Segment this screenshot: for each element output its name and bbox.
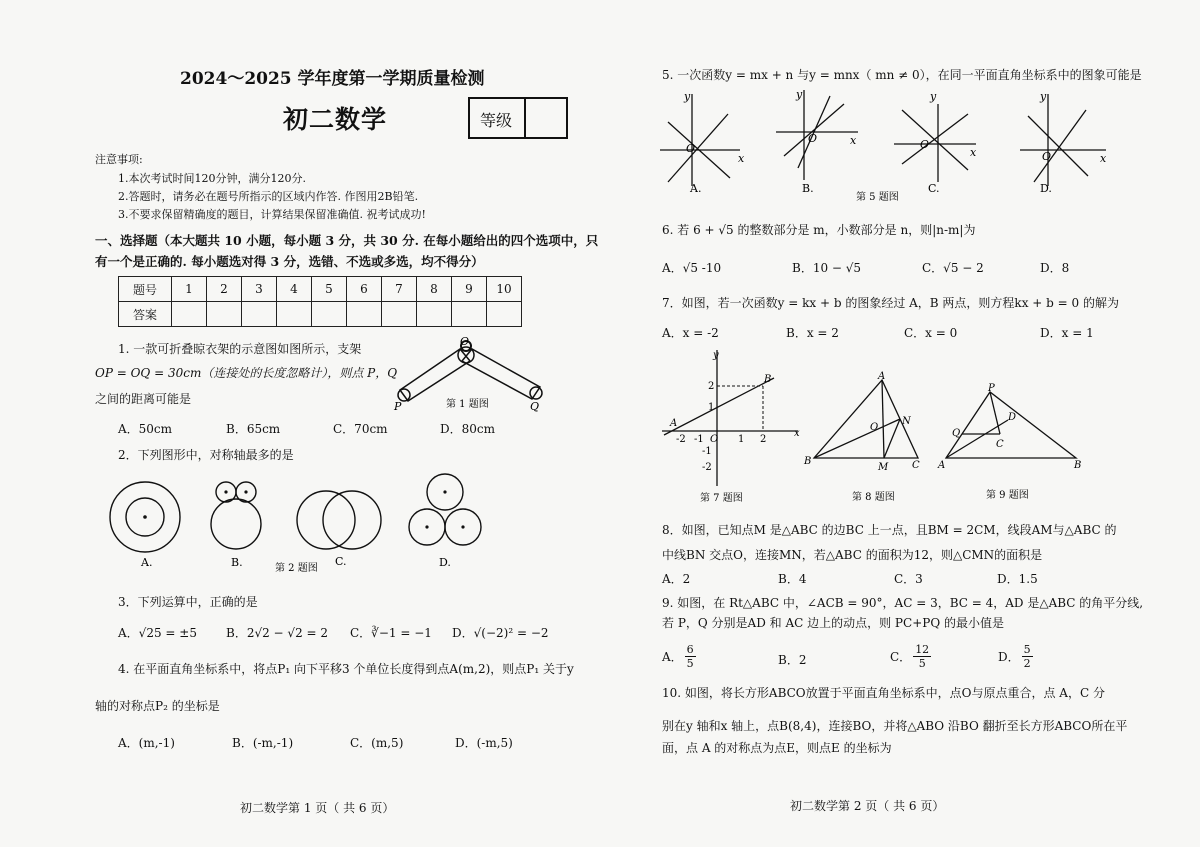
q7-axis-y: y <box>713 350 719 361</box>
note-item: 1.本次考试时间120分钟，满分120分. <box>118 172 306 185</box>
answer-cell[interactable] <box>487 302 522 327</box>
q10-line: 面，点 A 的对称点为点E，则点E 的坐标为 <box>662 741 892 755</box>
note-item: 2.答题时，请务必在题号所指示的区域内作答. 作图用2B铅笔. <box>118 190 419 203</box>
q5-axis-x: x <box>1100 152 1107 165</box>
q7-label-b: B <box>764 374 772 385</box>
q1-figure-clothes-rack <box>390 335 560 415</box>
note-item: 3.不要求保留精确度的题目，计算结果保留准确值. 祝考试成功! <box>118 208 426 221</box>
q1-option-a[interactable]: A．50cm <box>118 422 173 436</box>
q5-axis-y: y <box>796 88 803 101</box>
table-cell: 4 <box>277 277 312 302</box>
q9-numerator: 12 <box>915 643 930 656</box>
q5-origin: O <box>808 132 818 145</box>
q7-tick: -1 <box>702 446 712 457</box>
q5-graph-c <box>894 90 977 195</box>
table-cell: 3 <box>242 277 277 302</box>
q3-option-d[interactable]: D．√(−2)² = −2 <box>452 626 549 640</box>
q1-line: 之间的距离可能是 <box>95 392 192 406</box>
q6-option-c[interactable]: C．√5 − 2 <box>922 261 984 275</box>
q8-figure <box>800 372 940 508</box>
q5-label-b: B. <box>802 182 814 195</box>
q7-tick: 2 <box>708 381 715 392</box>
q5-caption: 第 5 题图 <box>856 192 899 203</box>
answer-cell[interactable] <box>172 302 207 327</box>
q8-option-d[interactable]: D．1.5 <box>997 572 1038 586</box>
q9-label: Q <box>952 428 961 439</box>
q7-option-c[interactable]: C．x = 0 <box>904 326 958 340</box>
q2-label-b: B. <box>231 556 243 569</box>
answer-cell[interactable] <box>347 302 382 327</box>
table-cell: 8 <box>417 277 452 302</box>
q7-tick: -1 <box>694 434 704 445</box>
table-cell: 10 <box>487 277 522 302</box>
q9-line: 9. 如图，在 Rt△ABC 中，∠ACB = 90°，AC = 3，BC = 4，AD 是△ABC 的角平分线, <box>662 596 1144 610</box>
q4-option-b[interactable]: B．(-m,-1) <box>232 736 294 750</box>
q7-caption: 第 7 题图 <box>700 493 743 504</box>
page-footer: 初二数学第 1 页（ 共 6 页） <box>240 801 395 815</box>
q1-label-q: Q <box>530 400 540 413</box>
q9-option-label: D． <box>998 650 1020 664</box>
q8-option-a[interactable]: A．2 <box>662 572 691 586</box>
q10-line: 10. 如图，将长方形ABCO放置于平面直角坐标系中，点O与原点重合，点 A，C 分 <box>662 686 1105 700</box>
table-header-number: 题号 <box>119 277 172 302</box>
q3-option-b[interactable]: B．2√2 − √2 = 2 <box>226 626 329 640</box>
table-cell: 7 <box>382 277 417 302</box>
q3-stem: 3．下列运算中，正确的是 <box>118 595 258 609</box>
q5-graph-d <box>1020 90 1107 195</box>
answer-cell[interactable] <box>312 302 347 327</box>
q1-option-b[interactable]: B．65cm <box>226 422 281 436</box>
answer-cell[interactable] <box>242 302 277 327</box>
section-heading: 一、选择题（本大题共 10 小题，每小题 3 分，共 30 分. 在每小题给出的四个选项中，只 <box>95 233 599 248</box>
q1-option-d[interactable]: D．80cm <box>440 422 495 436</box>
q2-figures <box>95 470 495 580</box>
q2-caption: 第 2 题图 <box>275 563 318 574</box>
q6-stem: 6. 若 6 + √5 的整数部分是 m，小数部分是 n，则|n-m|为 <box>662 223 976 237</box>
q8-option-b[interactable]: B．4 <box>778 572 807 586</box>
table-cell: 9 <box>452 277 487 302</box>
q9-label: B <box>1074 460 1082 471</box>
q5-label-d: D. <box>1040 182 1052 195</box>
table-cell: 5 <box>312 277 347 302</box>
grade-divider <box>524 99 526 137</box>
q9-option-label: B．2 <box>778 653 807 667</box>
page-footer: 初二数学第 2 页（ 共 6 页） <box>790 799 945 813</box>
q3-option-a[interactable]: A．√25 = ±5 <box>118 626 197 640</box>
answer-cell[interactable] <box>452 302 487 327</box>
q9-numerator: 6 <box>686 643 694 656</box>
q1-line: 1. 一款可折叠晾衣架的示意图如图所示，支架 <box>118 342 362 356</box>
grade-box <box>468 97 568 139</box>
q9-denominator: 5 <box>686 657 694 670</box>
q8-label: O <box>870 422 879 433</box>
q5-origin: O <box>1042 150 1052 163</box>
exam-title: 2024～2025 学年度第一学期质量检测 <box>180 69 485 89</box>
q5-axis-x: x <box>850 134 857 147</box>
q7-tick: 1 <box>708 402 715 413</box>
q8-option-c[interactable]: C．3 <box>894 572 923 586</box>
q1-option-c[interactable]: C．70cm <box>333 422 388 436</box>
answer-cell[interactable] <box>277 302 312 327</box>
q8-line: 中线BN 交点O，连接MN，若△ABC 的面积为12，则△CMN的面积是 <box>662 548 1043 562</box>
q4-line: 轴的对称点P₂ 的坐标是 <box>95 699 220 713</box>
q5-graph-a <box>660 90 745 195</box>
q8-label: M <box>878 462 889 473</box>
q9-label: C <box>996 439 1004 450</box>
q9-label: A <box>938 460 946 471</box>
table-cell: 1 <box>172 277 207 302</box>
q7-option-d[interactable]: D．x = 1 <box>1040 326 1094 340</box>
section-heading-cont: 有一个是正确的. 每小题选对得 3 分，选错、不选或多选，均不得分） <box>95 254 484 269</box>
q4-option-c[interactable]: C．(m,5) <box>350 736 404 750</box>
q5-axis-y: y <box>1040 90 1047 103</box>
table-header-answer: 答案 <box>119 302 172 327</box>
q7-option-a[interactable]: A．x = -2 <box>662 326 719 340</box>
q4-option-a[interactable]: A．(m,-1) <box>118 736 175 750</box>
q8-label: B <box>804 456 812 467</box>
q6-option-b[interactable]: B．10 − √5 <box>792 261 862 275</box>
q9-fraction <box>913 643 931 670</box>
table-cell: 2 <box>207 277 242 302</box>
q2-label-a: A. <box>141 556 153 569</box>
q8-caption: 第 8 题图 <box>852 492 895 503</box>
q9-option-label: C． <box>890 650 912 664</box>
table-cell: 6 <box>347 277 382 302</box>
q9-fraction <box>1022 643 1033 670</box>
q7-figure <box>660 346 810 506</box>
q7-tick: -2 <box>676 434 686 445</box>
q5-axis-y: y <box>930 90 937 103</box>
q6-option-d[interactable]: D．8 <box>1040 261 1070 275</box>
q9-option-c[interactable] <box>890 643 931 670</box>
q9-caption: 第 9 题图 <box>986 490 1029 501</box>
subject-title: 初二数学 <box>283 105 388 134</box>
q9-fraction <box>685 643 696 670</box>
answer-cell[interactable] <box>207 302 242 327</box>
q4-option-d[interactable]: D．(-m,5) <box>455 736 513 750</box>
q5-axis-x: x <box>970 146 977 159</box>
q9-line: 若 P，Q 分别是AD 和 AC 边上的动点，则 PC+PQ 的最小值是 <box>662 616 1004 630</box>
q8-label: C <box>912 460 920 471</box>
q7-label-a: A <box>670 418 678 429</box>
q9-label: P <box>988 383 995 394</box>
right-page <box>600 0 1200 847</box>
q7-option-b[interactable]: B．x = 2 <box>786 326 839 340</box>
q6-option-a[interactable]: A．√5 -10 <box>662 261 722 275</box>
q9-option-label: A． <box>662 650 683 664</box>
q9-option-a[interactable] <box>662 643 696 670</box>
q10-line: 别在y 轴和x 轴上，点B(8,4)，连接BO，并将△ABO 沿BO 翻折至长方形ABCO所在平 <box>662 719 1128 733</box>
q9-option-b[interactable] <box>778 651 806 668</box>
q5-label-c: C. <box>928 182 940 195</box>
q4-line: 4. 在平面直角坐标系中，将点P₁ 向下平移3 个单位长度得到点A(m,2)，则点P₁ 关于y <box>118 662 574 676</box>
q9-denominator: 5 <box>918 657 926 670</box>
q7-stem: 7．如图，若一次函数y = kx + b 的图象经过 A，B 两点，则方程kx + b = 0 的解为 <box>662 296 1119 310</box>
answer-cell[interactable] <box>382 302 417 327</box>
q5-graph-b <box>776 88 858 195</box>
q7-origin: O <box>710 434 719 445</box>
q8-line: 8．如图，已知点M 是△ABC 的边BC 上一点，且BM = 2CM，线段AM与△ABC 的 <box>662 523 1117 537</box>
q2-stem: 2．下列图形中，对称轴最多的是 <box>118 448 294 462</box>
q5-stem: 5. 一次函数y = mx + n 与y = mnx（ mn ≠ 0），在同一平面直角坐标系中的图象可能是 <box>662 68 1142 82</box>
q1-label-o: O <box>460 335 470 348</box>
q9-figure <box>938 384 1088 508</box>
q8-label: N <box>902 416 911 427</box>
q5-label-a: A. <box>690 182 702 195</box>
q1-label-p: P <box>394 400 402 413</box>
q7-tick: 2 <box>760 434 767 445</box>
q7-tick: 1 <box>738 434 745 445</box>
q9-numerator: 5 <box>1023 643 1031 656</box>
q5-origin: O <box>920 138 930 151</box>
answer-table <box>118 276 522 327</box>
q2-label-c: C. <box>335 555 347 568</box>
answer-cell[interactable] <box>417 302 452 327</box>
q5-axis-y: y <box>684 90 691 103</box>
q1-caption: 第 1 题图 <box>446 399 489 410</box>
grade-label: 等级 <box>480 111 513 130</box>
q9-option-d[interactable] <box>998 643 1033 670</box>
q7-tick: -2 <box>702 462 712 473</box>
q7-axis-x: x <box>794 428 800 439</box>
q5-origin: O <box>686 142 696 155</box>
q9-label: D <box>1008 412 1017 423</box>
q9-denominator: 2 <box>1023 657 1031 670</box>
q8-label: A <box>878 371 886 382</box>
q5-figures <box>658 86 1113 206</box>
q2-label-d: D. <box>439 556 451 569</box>
q3-option-c[interactable]: C．∛−1 = −1 <box>350 626 432 640</box>
q5-axis-x: x <box>738 152 745 165</box>
q1-line: OP = OQ = 30cm（连接处的长度忽略计），则点 P，Q <box>95 366 398 380</box>
notes-heading: 注意事项: <box>95 153 143 166</box>
